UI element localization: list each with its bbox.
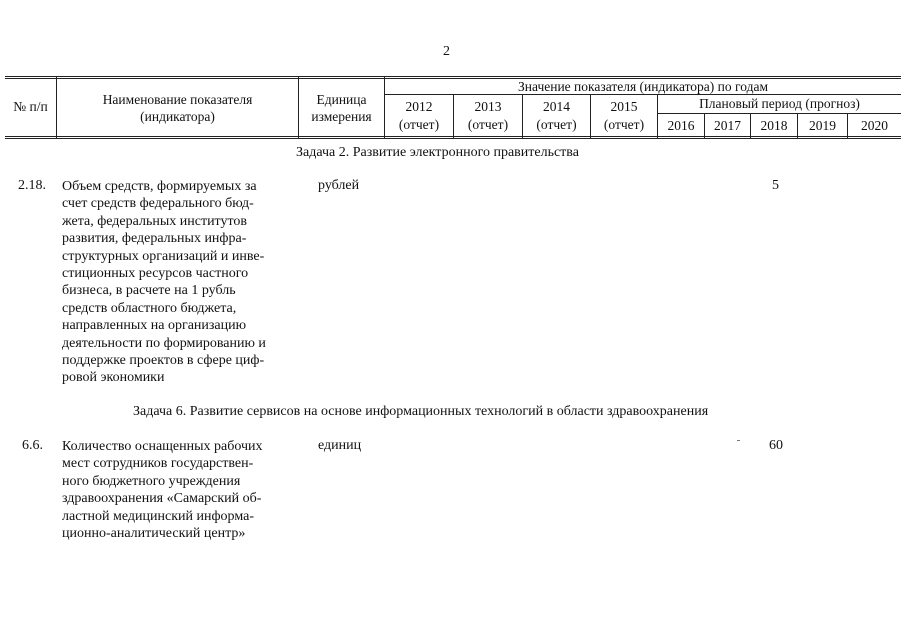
- header-col-num: № п/п: [13, 99, 48, 114]
- row-value: 5: [772, 178, 779, 193]
- name-line: развития, федеральных инфра-: [62, 231, 247, 247]
- name-line: ного бюджетного учреждения: [62, 473, 241, 489]
- row-indicator-name: [62, 178, 297, 387]
- row-value: 60: [769, 438, 783, 453]
- row-unit: единиц: [318, 438, 362, 453]
- header-col-unit-line2: измерения: [311, 109, 372, 124]
- header-year-2013-note: (отчет): [467, 117, 509, 132]
- header-year-2014: 2014: [543, 99, 570, 114]
- header-year-2012-note: (отчет): [398, 117, 440, 132]
- header-year-2012: 2012: [405, 99, 433, 114]
- task-2-heading: Задача 2. Развитие электронного правительства: [296, 145, 579, 160]
- row-number: 2.18.: [18, 178, 46, 193]
- header-year-2017: 2017: [714, 118, 741, 133]
- header-year-2018: 2018: [760, 118, 788, 133]
- name-line: ластной медицинский информа-: [62, 508, 254, 524]
- header-col-unit-line1: Единица: [316, 92, 367, 107]
- name-line: ционно-аналитический центр»: [62, 526, 246, 542]
- name-line: стиционных ресурсов частного: [62, 266, 249, 282]
- name-line: Количество оснащенных рабочих: [62, 439, 263, 454]
- header-year-2014-note: (отчет): [536, 117, 577, 132]
- name-line: мест сотрудников государствен-: [62, 456, 254, 472]
- name-line: Объем средств, формируемых за: [62, 179, 257, 194]
- scan-mark: [737, 440, 740, 441]
- name-line: средств областного бюджета,: [62, 300, 237, 316]
- name-line: направленных на организацию: [62, 318, 247, 334]
- page-number: 2: [443, 44, 450, 59]
- header-year-2020: 2020: [861, 118, 888, 133]
- name-line: жета, федеральных институтов: [62, 213, 248, 229]
- name-line: поддержке проектов в сфере циф-: [62, 353, 265, 369]
- row-unit: рублей: [318, 178, 360, 193]
- header-year-2016: 2016: [667, 118, 695, 133]
- header-year-2015: 2015: [610, 99, 638, 114]
- name-line: счет средств федерального бюд-: [62, 196, 254, 212]
- name-line: бизнеса, в расчете на 1 рубль: [62, 283, 236, 299]
- header-col-name-line2: (индикатора): [140, 109, 215, 124]
- header-values-title: Значение показателя (индикатора) по годам: [518, 79, 768, 94]
- name-line: структурных организаций и инве-: [62, 248, 265, 264]
- row-indicator-name: [62, 438, 297, 542]
- row-number: 6.6.: [22, 438, 43, 453]
- table-header: [5, 76, 901, 138]
- name-line: ровой экономики: [62, 370, 165, 386]
- header-year-2019: 2019: [809, 118, 836, 133]
- name-line: деятельности по формированию и: [62, 335, 266, 351]
- header-year-2015-note: (отчет): [603, 117, 645, 132]
- name-line: здравоохранения «Самарский об-: [62, 491, 262, 507]
- header-plan-title: Плановый период (прогноз): [699, 96, 860, 111]
- header-year-2013: 2013: [474, 99, 502, 114]
- task-6-heading: Задача 6. Развитие сервисов на основе информационных технологий в области здравоохранения: [133, 404, 709, 419]
- header-col-name-line1: Наименование показателя: [102, 92, 253, 107]
